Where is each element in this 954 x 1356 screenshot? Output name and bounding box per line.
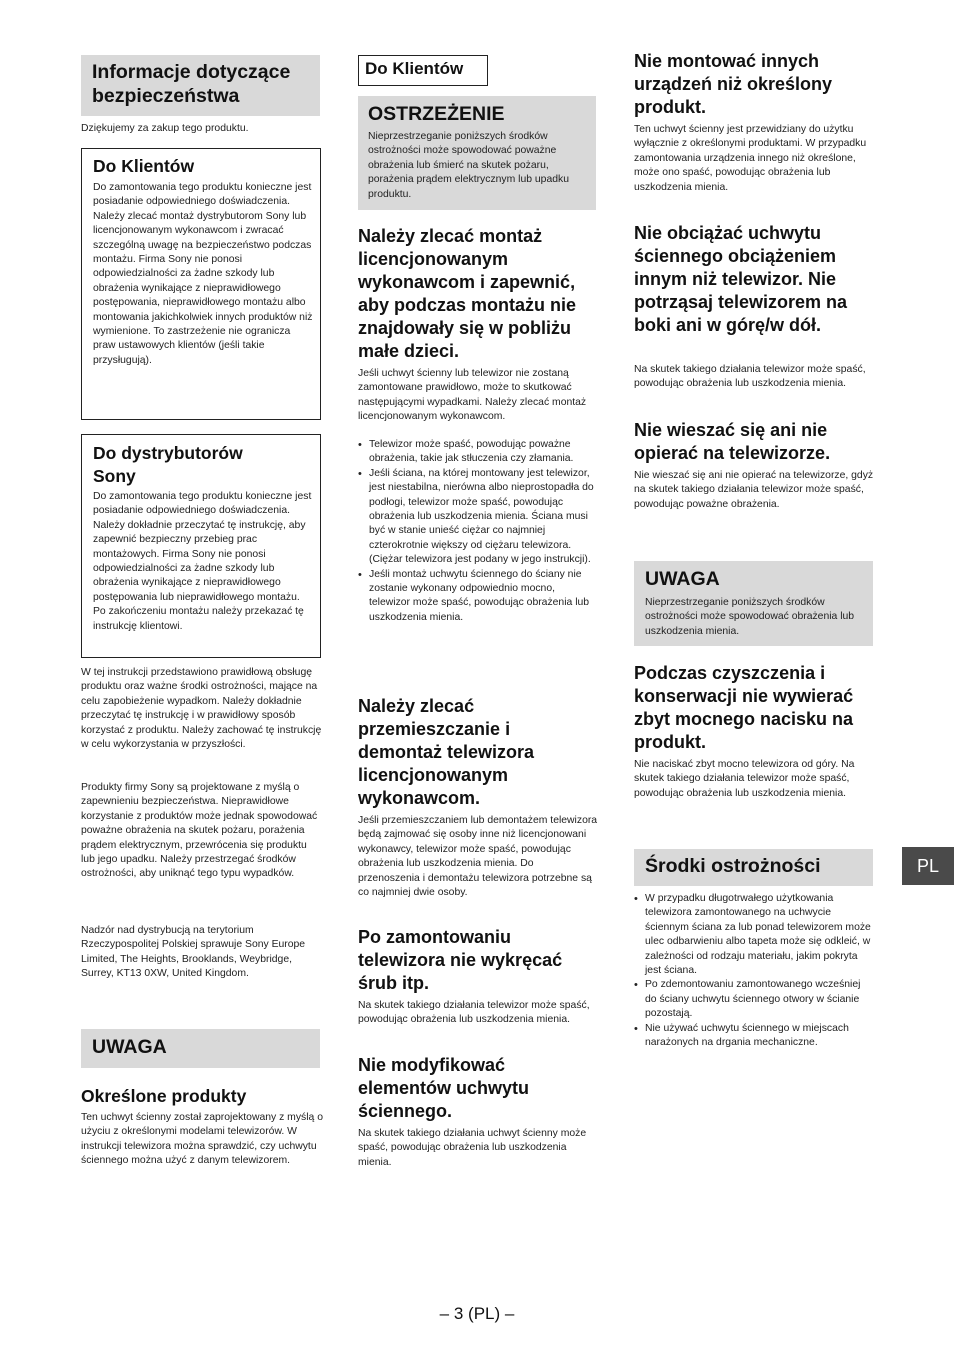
language-tab: PL: [902, 847, 954, 885]
list-item: • Nie używać uchwytu ściennego w miejscach narażonych na drgania mechaniczne.: [634, 1022, 874, 1051]
products-title: Określone produkty: [81, 1086, 247, 1106]
heading-load: Nie obciążać uchwytu ściennego obciążeniem innym niż telewizor. Nie potrząsaj telewizorem na boki ani w górę/w dół.: [634, 223, 848, 335]
heading-licensed-install: Należy zlecać montaż licencjonowanym wykonawcom i zapewnić, aby podczas montażu nie znajdowały się w pobliżu małe dzieci.: [358, 226, 577, 361]
distributors-box-text: Do zamontowania tego produktu konieczne jest posiadanie odpowiedniego doświadczenia. Należy dokładnie przeczytać tę instrukcję, aby zapewnić bezpieczny przebieg prac montażowych. Firma Sony nie ponosi odpowiedzialności za żadne szkody lub obrażenia wynikające z nieprawidłowego postępowania lub nieprawidłowego montażu. Po zakończeniu montażu należy przekazać tę instrukcję klientowi.: [93, 491, 312, 632]
warning-title: OSTRZEŻENIE: [368, 103, 505, 125]
bullet-list-install: [358, 438, 598, 625]
distributors-box-title: Do dystrybutorów Sony: [93, 443, 243, 486]
uwaga-text-2: Nieprzestrzeganie poniższych środków ostrożności może spowodować obrażenia lub uszkodzenia mienia.: [645, 597, 855, 637]
intro-text: Dziękujemy za zakup tego produktu.: [81, 123, 249, 134]
precautions-list: [634, 892, 874, 1050]
precautions-title: Środki ostrożności: [645, 855, 821, 877]
heading-hang: Nie wieszać się ani nie opierać na telewizorze.: [634, 420, 831, 463]
list-item: • Po zdemontowaniu zamontowanego wcześniej do ściany uchwytu ściennego otwory w ścianie pozostają.: [634, 978, 874, 1021]
text-screws: Na skutek takiego działania telewizor może spaść, powodując obrażenia lub uszkodzenia mienia.: [358, 1000, 590, 1026]
paragraph-instructions: W tej instrukcji przedstawiono prawidłową obsługę produktu oraz ważne środki ostrożności, mające na celu zapobieżenie wypadkom. Należy dokładnie przeczytać tę instrukcję i w prawidłowy sposób korzystać z produktu. Należy zachować tę instrukcję w celu wykorzystania w przyszłości.: [81, 667, 322, 751]
heading-screws: Po zamontowaniu telewizora nie wykręcać śrub itp.: [358, 927, 563, 993]
uwaga-title: UWAGA: [92, 1036, 167, 1058]
page-title: Informacje dotyczące bezpieczeństwa: [92, 61, 291, 107]
products-text: Ten uchwyt ścienny został zaprojektowany z myślą o użyciu z określonymi modelami telewizorów. W instrukcji telewizora można sprawdzić, czy uchwytu ściennego można użyć z danym telewizorem.: [81, 1112, 323, 1167]
heading-move-dismantle: Należy zlecać przemieszczanie i demontaż telewizora licencjonowanym wykonawcom.: [358, 696, 535, 808]
heading-cleaning: Podczas czyszczenia i konserwacji nie wywierać zbyt mocnego nacisku na produkt.: [634, 663, 854, 752]
text-other-devices: Ten uchwyt ścienny jest przewidziany do użytku wyłącznie z określonymi produktami. W przypadku zamontowania urządzenia innego niż określone, może ono spaść, powodując obrażenia lub uszkodzenia mienia.: [634, 124, 867, 193]
list-item: • W przypadku długotrwałego użytkowania telewizora zamontowanego na uchwycie ściennym ściana za lub ponad telewizorem może ulec odbarwieniu albo tapeta może się odkleić, w zależności od rodzaju materiału, jakim pokryta jest ściana.: [634, 892, 874, 978]
heading-other-devices: Nie montować innych urządzeń niż określony produkt.: [634, 51, 833, 117]
customers-box-title: Do Klientów: [93, 156, 195, 176]
list-item: • Telewizor może spaść, powodując poważne obrażenia, takie jak stłuczenia czy złamania.: [358, 438, 598, 467]
text-modify: Na skutek takiego działania uchwyt ścienny może spaść, powodując obrażenia lub uszkodzenia mienia.: [358, 1128, 587, 1168]
customers-box-text: Do zamontowania tego produktu konieczne jest posiadanie odpowiedniego doświadczenia. Należy zlecać montaż dystrybutorom Sony lub licencjonowanym wykonawcom i zwracać szczególną uwagę na bezpieczeństwo podczas montażu. Firma Sony nie ponosi odpowiedzialności za żadne szkody lub obrażenia wynikające z nieprawidłowego postępowania, nieprawidłowego montażu albo montowania jakichkolwiek innych produktów niż wymienione. To zastrzeżenie nie ogranicza praw ustawowych klientów (jeśli takie przysługują).: [93, 182, 313, 366]
page-number: – 3 (PL) –: [439, 1304, 515, 1323]
warning-text: Nieprzestrzeganie poniższych środków ostrożności może spowodować poważne obrażenia lub śmierć na skutek pożaru, porażenia prądem elektrycznym lub upadku produktu.: [368, 131, 569, 200]
list-item: • Jeśli montaż uchwytu ściennego do ściany nie zostanie wykonany odpowiednio mocno, telewizor może spaść, powodując obrażenia lub uszkodzenia mienia.: [358, 568, 598, 626]
customers-tag-label: Do Klientów: [365, 59, 464, 78]
text-cleaning: Nie naciskać zbyt mocno telewizora od góry. Na skutek takiego działania telewizor może spaść, powodując obrażenia lub uszkodzenia mienia.: [634, 759, 855, 799]
paragraph-distribution: Nadzór nad dystrybucją na terytorium Rzeczypospolitej Polskiej sprawuje Sony Europe Limited, The Heights, Brooklands, Weybridge, Surrey, KT13 0XW, United Kingdom.: [81, 925, 306, 980]
text-move-dismantle: Jeśli przemieszczaniem lub demontażem telewizora będą zajmować się osoby inne niż licencjonowani wykonawcy, telewizor może spaść, powodując obrażenia lub uszkodzenia mienia. Do przenoszenia i demontażu telewizora potrzebne są co najmniej dwie osoby.: [358, 815, 598, 899]
heading-modify: Nie modyfikować elementów uchwytu ściennego.: [358, 1055, 530, 1121]
text-hang: Nie wieszać się ani nie opierać na telewizorze, gdyż na skutek takiego działania telewizor może spaść, powodując poważne obrażenia.: [634, 470, 874, 510]
text-licensed-install: Jeśli uchwyt ścienny lub telewizor nie zostaną zamontowane prawidłowo, może to skutkować następującymi wypadkami. Należy zlecać montaż licencjonowanym wykonawcom.: [358, 368, 587, 423]
text-load: Na skutek takiego działania telewizor może spaść, powodując obrażenia lub uszkodzenia mienia.: [634, 364, 866, 390]
paragraph-safety: Produkty firmy Sony są projektowane z myślą o zapewnieniu bezpieczeństwa. Nieprawidłowe korzystanie z produktów może jednak spowodować poważne obrażenia na skutek pożaru, porażenia prądem elektrycznym, przewrócenia się produktu lub jego upadku. Należy przestrzegać środków ostrożności, aby uniknąć tego typu wypadków.: [81, 782, 318, 880]
list-item: • Jeśli ściana, na której montowany jest telewizor, jest niestabilna, nierówna albo nieprostopadła do podłogi, telewizor może spaść, powodując obrażenia lub uszkodzenia mienia. Ściana musi być w stanie unieść ciężar co najmniej czterokrotnie większy od ciężaru telewizora. (Ciężar telewizora jest podany w jego instrukcji).: [358, 467, 598, 568]
uwaga-title-2: UWAGA: [645, 568, 720, 590]
